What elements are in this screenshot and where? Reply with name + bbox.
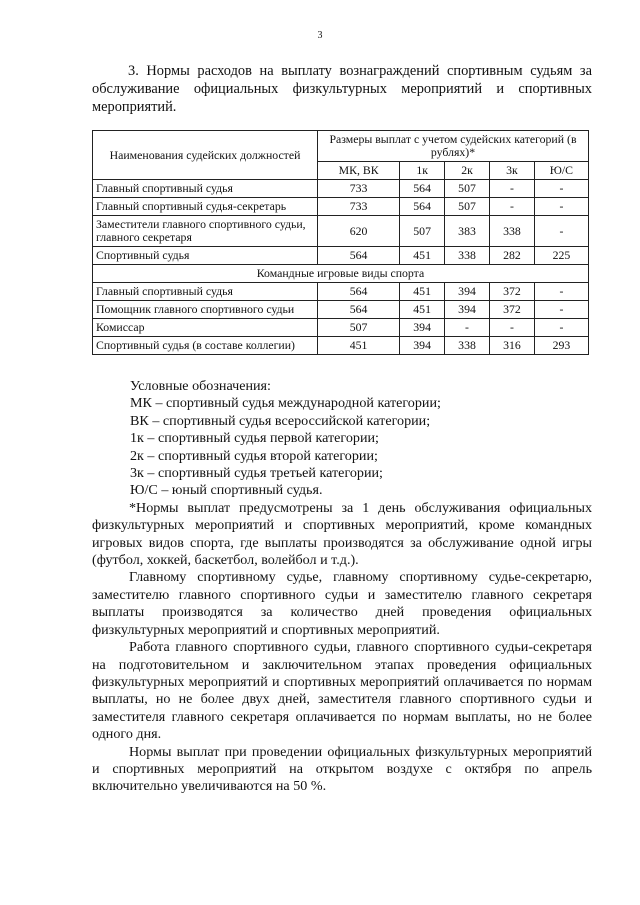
- position-name: Главный спортивный судья-секретарь: [93, 198, 318, 216]
- value-cell: 383: [445, 216, 490, 247]
- value-cell: 394: [400, 319, 445, 337]
- value-cell: 507: [400, 216, 445, 247]
- position-name: Главный спортивный судья: [93, 283, 318, 301]
- position-name: Спортивный судья: [93, 247, 318, 265]
- page-number: 3: [317, 30, 323, 41]
- value-cell: -: [534, 198, 588, 216]
- value-cell: -: [489, 180, 534, 198]
- table-row: [93, 198, 589, 216]
- value-cell: 564: [318, 247, 400, 265]
- table-row: [93, 337, 589, 355]
- table-section-row: [93, 265, 589, 283]
- header-payment-sizes: Размеры выплат с учетом судейских категорий (в рублях)*: [318, 131, 589, 162]
- value-cell: 733: [318, 180, 400, 198]
- value-cell: 372: [489, 283, 534, 301]
- position-name: Заместители главного спортивного судьи, главного секретаря: [93, 216, 318, 247]
- value-cell: 564: [400, 198, 445, 216]
- value-cell: 564: [318, 301, 400, 319]
- value-cell: -: [534, 301, 588, 319]
- header-category-2k: 2к: [445, 162, 490, 180]
- table-header-row: [93, 131, 589, 162]
- section-title: 3. Нормы расходов на выплату вознаграждений спортивным судьям за обслуживание официальных физкультурных мероприятий и спортивных мероприятий.: [92, 63, 592, 115]
- section-label-team-sports: Командные игровые виды спорта: [93, 265, 589, 283]
- header-category-mk-vk: МК, ВК: [318, 162, 400, 180]
- legend-item: ВК – спортивный судья всероссийской категории;: [130, 412, 431, 429]
- value-cell: 564: [318, 283, 400, 301]
- position-name: Комиссар: [93, 319, 318, 337]
- value-cell: -: [534, 180, 588, 198]
- value-cell: -: [489, 319, 534, 337]
- notes-block: [92, 378, 592, 796]
- value-cell: 316: [489, 337, 534, 355]
- value-cell: -: [534, 216, 588, 247]
- value-cell: 372: [489, 301, 534, 319]
- header-category-us: Ю/С: [534, 162, 588, 180]
- legend-title: Условные обозначения:: [130, 378, 271, 394]
- table-row: [93, 247, 589, 265]
- table-row: [93, 319, 589, 337]
- body-paragraph: Главному спортивному судье, главному спортивному судье-секретарю, заместителю главного спортивного судьи и заместителю главного секретаря выплаты производятся за количество дней проведения официальных физкультурных мероприятий и спортивных мероприятий.: [92, 569, 592, 638]
- value-cell: -: [534, 319, 588, 337]
- value-cell: 394: [445, 283, 490, 301]
- table-row: [93, 283, 589, 301]
- value-cell: 338: [489, 216, 534, 247]
- value-cell: 225: [534, 247, 588, 265]
- value-cell: 293: [534, 337, 588, 355]
- legend-item: МК – спортивный судья международной категории;: [130, 395, 441, 412]
- legend-item: 1к – спортивный судья первой категории;: [130, 430, 379, 447]
- value-cell: 564: [400, 180, 445, 198]
- header-category-3k: 3к: [489, 162, 534, 180]
- value-cell: 451: [400, 283, 445, 301]
- value-cell: 451: [318, 337, 400, 355]
- value-cell: -: [534, 283, 588, 301]
- value-cell: 338: [445, 247, 490, 265]
- value-cell: 338: [445, 337, 490, 355]
- table-row: [93, 216, 589, 247]
- body-paragraph: Нормы выплат при проведении официальных физкультурных мероприятий и спортивных мероприятий на открытом воздухе с октября по апрель включительно увеличиваются на 50 %.: [92, 743, 592, 795]
- value-cell: 451: [400, 301, 445, 319]
- value-cell: -: [445, 319, 490, 337]
- value-cell: 733: [318, 198, 400, 216]
- value-cell: 507: [445, 180, 490, 198]
- footnote-paragraph: *Нормы выплат предусмотрены за 1 день обслуживания официальных физкультурных мероприятий и спортивных мероприятий, кроме командных игровых видов спорта, где выплаты производятся за обслуживание одной игры (футбол, хоккей, баскетбол, волейбол и т.д.).: [92, 499, 592, 569]
- value-cell: 394: [400, 337, 445, 355]
- value-cell: 507: [318, 319, 400, 337]
- value-cell: 282: [489, 247, 534, 265]
- header-position-name: Наименования судейских должностей: [93, 131, 318, 180]
- table-row: [93, 301, 589, 319]
- position-name: Спортивный судья (в составе коллегии): [93, 337, 318, 355]
- legend-item: 2к – спортивный судья второй категории;: [130, 447, 378, 464]
- position-name: Главный спортивный судья: [93, 180, 318, 198]
- body-paragraph: Работа главного спортивного судьи, главного спортивного судьи-секретаря на подготовительном и заключительном этапах проведения официальных физкультурных мероприятий и спортивных мероприятий оплачивается по нормам выплаты, но не более двух дней, заместителя главного спортивного судьи и заместителя главного секретаря оплачивается по нормам выплаты, но не более одного дня.: [92, 639, 592, 743]
- value-cell: 507: [445, 198, 490, 216]
- legend-item: Ю/С – юный спортивный судья.: [130, 482, 323, 499]
- table-row: [93, 180, 589, 198]
- value-cell: -: [489, 198, 534, 216]
- value-cell: 394: [445, 301, 490, 319]
- position-name: Помощник главного спортивного судьи: [93, 301, 318, 319]
- payments-table: [92, 130, 589, 355]
- value-cell: 451: [400, 247, 445, 265]
- header-category-1k: 1к: [400, 162, 445, 180]
- legend-item: 3к – спортивный судья третьей категории;: [130, 465, 383, 482]
- value-cell: 620: [318, 216, 400, 247]
